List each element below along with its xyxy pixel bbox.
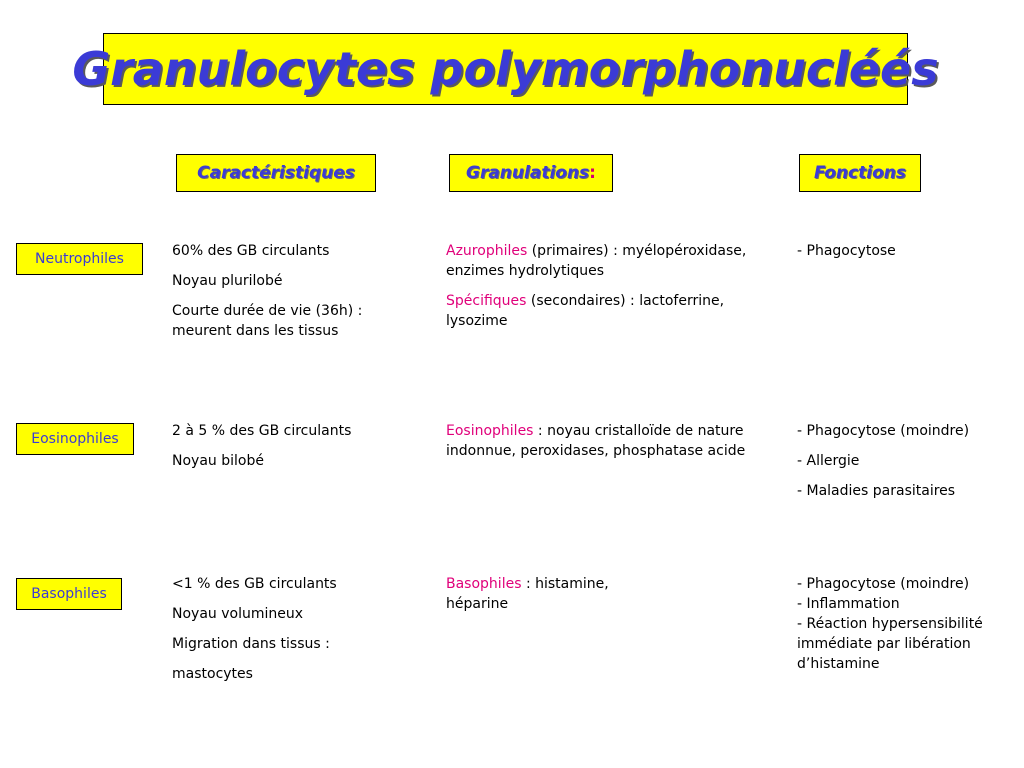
granulation-term: Eosinophiles xyxy=(446,423,534,439)
fonction-line: - Réaction hypersensibilité immédiate par libération d’histamine xyxy=(797,616,983,672)
neutrophiles-fonctions xyxy=(797,241,1019,271)
fonction-line: - Inflammation xyxy=(797,596,900,612)
eosinophiles-caracteristiques xyxy=(172,421,412,481)
carac-line: Courte durée de vie (36h) : meurent dans les tissus xyxy=(172,303,363,339)
carac-line: Migration dans tissus : xyxy=(172,636,330,652)
header-fonctions xyxy=(799,154,921,192)
carac-line: Noyau bilobé xyxy=(172,453,264,469)
carac-line: Noyau plurilobé xyxy=(172,273,283,289)
row-label-text: Basophiles xyxy=(31,586,107,602)
neutrophiles-caracteristiques xyxy=(172,241,412,351)
carac-line: Noyau volumineux xyxy=(172,606,304,622)
fonction-line: - Phagocytose xyxy=(797,243,896,259)
header-caracteristiques-label: Caractéristiques xyxy=(197,163,355,183)
header-granulations-colon: : xyxy=(589,163,596,183)
carac-line: mastocytes xyxy=(172,666,253,682)
row-label-text: Neutrophiles xyxy=(35,251,124,267)
basophiles-caracteristiques xyxy=(172,574,412,694)
row-label-eosinophiles xyxy=(16,423,134,455)
neutrophiles-granulations xyxy=(446,241,786,341)
granulation-desc: (primaires) : myélopéroxidase, enzimes hydrolytiques xyxy=(446,243,747,279)
carac-line: 2 à 5 % des GB circulants xyxy=(172,423,352,439)
eosinophiles-fonctions xyxy=(797,421,1019,511)
carac-line: 60% des GB circulants xyxy=(172,243,330,259)
fonction-line: - Phagocytose (moindre) xyxy=(797,576,970,592)
granulation-desc: : histamine, héparine xyxy=(446,576,609,612)
granulation-desc: : noyau cristalloïde de nature indonnue, peroxidases, phosphatase acide xyxy=(446,423,746,459)
basophiles-granulations xyxy=(446,574,656,624)
title-box xyxy=(72,33,939,105)
granulation-desc: (secondaires) : lactoferrine, lysozime xyxy=(446,293,725,329)
basophiles-fonctions xyxy=(797,574,1019,674)
carac-line: <1 % des GB circulants xyxy=(172,576,337,592)
header-caracteristiques xyxy=(176,154,376,192)
row-label-neutrophiles xyxy=(16,243,143,275)
header-granulations xyxy=(449,154,613,192)
row-label-basophiles xyxy=(16,578,122,610)
row-label-text: Eosinophiles xyxy=(31,431,119,447)
header-fonctions-label: Fonctions xyxy=(813,163,906,183)
granulation-term: Basophiles xyxy=(446,576,522,592)
fonction-line: - Phagocytose (moindre) xyxy=(797,423,970,439)
granulation-term: Spécifiques xyxy=(446,293,527,309)
fonction-line: - Maladies parasitaires xyxy=(797,483,956,499)
eosinophiles-granulations xyxy=(446,421,746,471)
granulation-term: Azurophiles xyxy=(446,243,528,259)
fonction-line: - Allergie xyxy=(797,453,860,469)
header-granulations-label: Granulations xyxy=(466,163,590,183)
page-title: Granulocytes polymorphonucléés xyxy=(72,42,939,96)
